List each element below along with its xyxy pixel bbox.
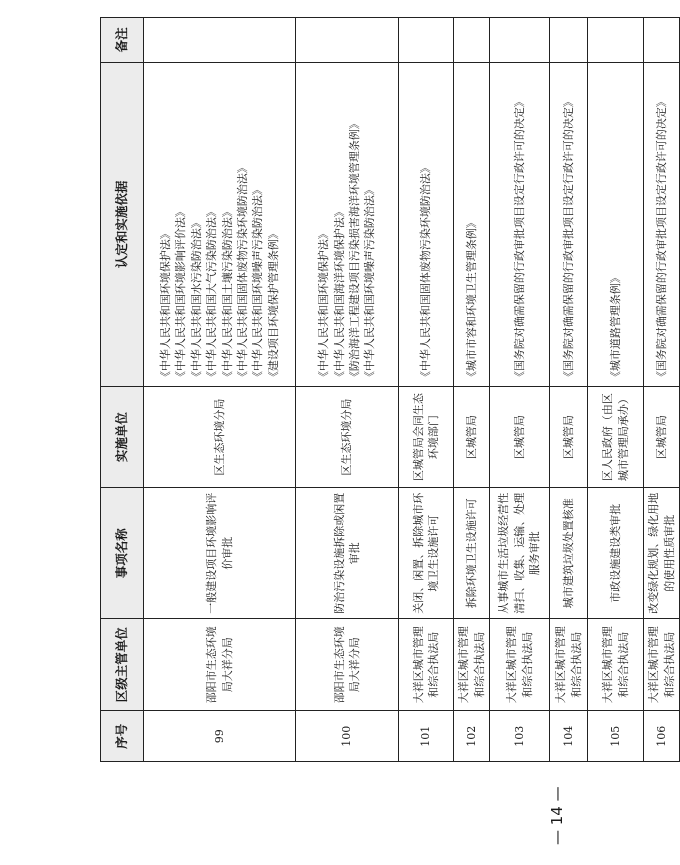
cell-unit: 区生态环境分局 xyxy=(144,387,296,488)
cell-basis xyxy=(399,62,454,386)
cell-name: 市政设施建设类审批 xyxy=(588,488,644,619)
basis-item: 《城市道路管理条例》 xyxy=(608,272,622,383)
cell-dept: 邵阳市生态环境局大祥分局 xyxy=(144,619,296,711)
basis-item: 《中华人民共和国环境噪声污染防治法》 xyxy=(251,184,265,383)
basis-item: 《建设项目环境保护管理条例》 xyxy=(266,228,280,383)
cell-basis xyxy=(296,62,399,386)
header-seq: 序号 xyxy=(101,711,144,762)
basis-item: 《中华人民共和国环境影响评价法》 xyxy=(174,206,188,383)
table-row xyxy=(644,18,680,762)
basis-item: 《国务院对确需保留的行政审批项目设定行政许可的决定》 xyxy=(561,96,575,383)
cell-unit: 区城管局 xyxy=(454,387,490,488)
cell-seq: 102 xyxy=(454,711,490,762)
basis-item: 《防治海洋工程建设项目污染损害海洋环境管理条例》 xyxy=(348,118,361,383)
cell-basis xyxy=(490,62,550,386)
cell-name: 改变绿化规划、绿化用地的使用性质审批 xyxy=(644,488,680,619)
basis-item: 《城市市容和环境卫生管理条例》 xyxy=(464,217,478,383)
table-row xyxy=(399,18,454,762)
table-row xyxy=(588,18,644,762)
cell-dept: 邵阳市生态环境局大祥分局 xyxy=(296,619,399,711)
cell-dept: 大祥区城市管理和综合执法局 xyxy=(644,619,680,711)
cell-basis xyxy=(588,62,644,386)
header-basis: 认定和实施依据 xyxy=(101,62,144,386)
cell-name: 从事城市生活垃圾经营性清扫、收集、运输、处理服务审批 xyxy=(490,488,550,619)
cell-dept: 大祥区城市管理和综合执法局 xyxy=(399,619,454,711)
approval-items-table xyxy=(100,17,680,762)
rotated-table-sheet xyxy=(100,17,676,762)
cell-note xyxy=(644,18,680,63)
cell-seq: 106 xyxy=(644,711,680,762)
cell-unit: 区城管局 xyxy=(490,387,550,488)
cell-name: 城市建筑垃圾处置核准 xyxy=(550,488,588,619)
cell-unit: 区城管局会同生态环境部门 xyxy=(399,387,454,488)
cell-basis xyxy=(144,62,296,386)
cell-name: 拆除环境卫生设施许可 xyxy=(454,488,490,619)
cell-basis xyxy=(454,62,490,386)
cell-note xyxy=(296,18,399,63)
header-note: 备注 xyxy=(101,18,144,63)
table-header-row xyxy=(101,18,144,762)
table-row xyxy=(490,18,550,762)
table-row xyxy=(296,18,399,762)
basis-item: 《中华人民共和国海洋环境保护法》 xyxy=(332,206,346,383)
cell-unit: 区生态环境分局 xyxy=(296,387,399,488)
cell-dept: 大祥区城市管理和综合执法局 xyxy=(490,619,550,711)
header-unit: 实施单位 xyxy=(101,387,144,488)
cell-unit: 区人民政府（由区城市管理局承办） xyxy=(588,387,644,488)
cell-seq: 101 xyxy=(399,711,454,762)
basis-item: 《中华人民共和国环境保护法》 xyxy=(317,228,331,383)
basis-item: 《中华人民共和国固体废物污染环境防治法》 xyxy=(235,162,249,383)
cell-name: 关闭、闲置、拆除城市环境卫生设施许可 xyxy=(399,488,454,619)
cell-note xyxy=(550,18,588,63)
cell-dept: 大祥区城市管理和综合执法局 xyxy=(454,619,490,711)
basis-item: 《中华人民共和国大气污染防治法》 xyxy=(205,206,219,383)
cell-note xyxy=(490,18,550,63)
basis-item: 《国务院对确需保留的行政审批项目设定行政许可的决定》 xyxy=(512,96,526,383)
cell-seq: 99 xyxy=(144,711,296,762)
basis-item: 《中华人民共和国环境保护法》 xyxy=(158,228,172,383)
cell-name: 防治污染设施拆除或闲置审批 xyxy=(296,488,399,619)
cell-basis xyxy=(550,62,588,386)
cell-dept: 大祥区城市管理和综合执法局 xyxy=(588,619,644,711)
table-row xyxy=(454,18,490,762)
basis-item: 《国务院对确需保留的行政审批项目设定行政许可的决定》 xyxy=(654,96,668,383)
cell-seq: 105 xyxy=(588,711,644,762)
cell-dept: 大祥区城市管理和综合执法局 xyxy=(550,619,588,711)
page-number-text: — 14 — xyxy=(548,786,566,845)
header-dept: 区级主管单位 xyxy=(101,619,144,711)
header-name: 事项名称 xyxy=(101,488,144,619)
basis-item: 《中华人民共和国环境噪声污染防治法》 xyxy=(363,184,377,383)
cell-seq: 100 xyxy=(296,711,399,762)
cell-note xyxy=(454,18,490,63)
cell-seq: 104 xyxy=(550,711,588,762)
cell-name: 一般建设项目环境影响评价审批 xyxy=(144,488,296,619)
basis-item: 《中华人民共和国水污染防治法》 xyxy=(189,217,203,383)
cell-note xyxy=(399,18,454,63)
cell-note xyxy=(144,18,296,63)
page-number xyxy=(548,775,578,865)
cell-note xyxy=(588,18,644,63)
cell-seq: 103 xyxy=(490,711,550,762)
basis-item: 《中华人民共和国土壤污染防治法》 xyxy=(220,206,234,383)
cell-unit: 区城管局 xyxy=(550,387,588,488)
table-row xyxy=(550,18,588,762)
cell-unit: 区城管局 xyxy=(644,387,680,488)
table-row xyxy=(144,18,296,762)
cell-basis xyxy=(644,62,680,386)
basis-item: 《中华人民共和国固体废物污染环境防治法》 xyxy=(419,162,433,383)
